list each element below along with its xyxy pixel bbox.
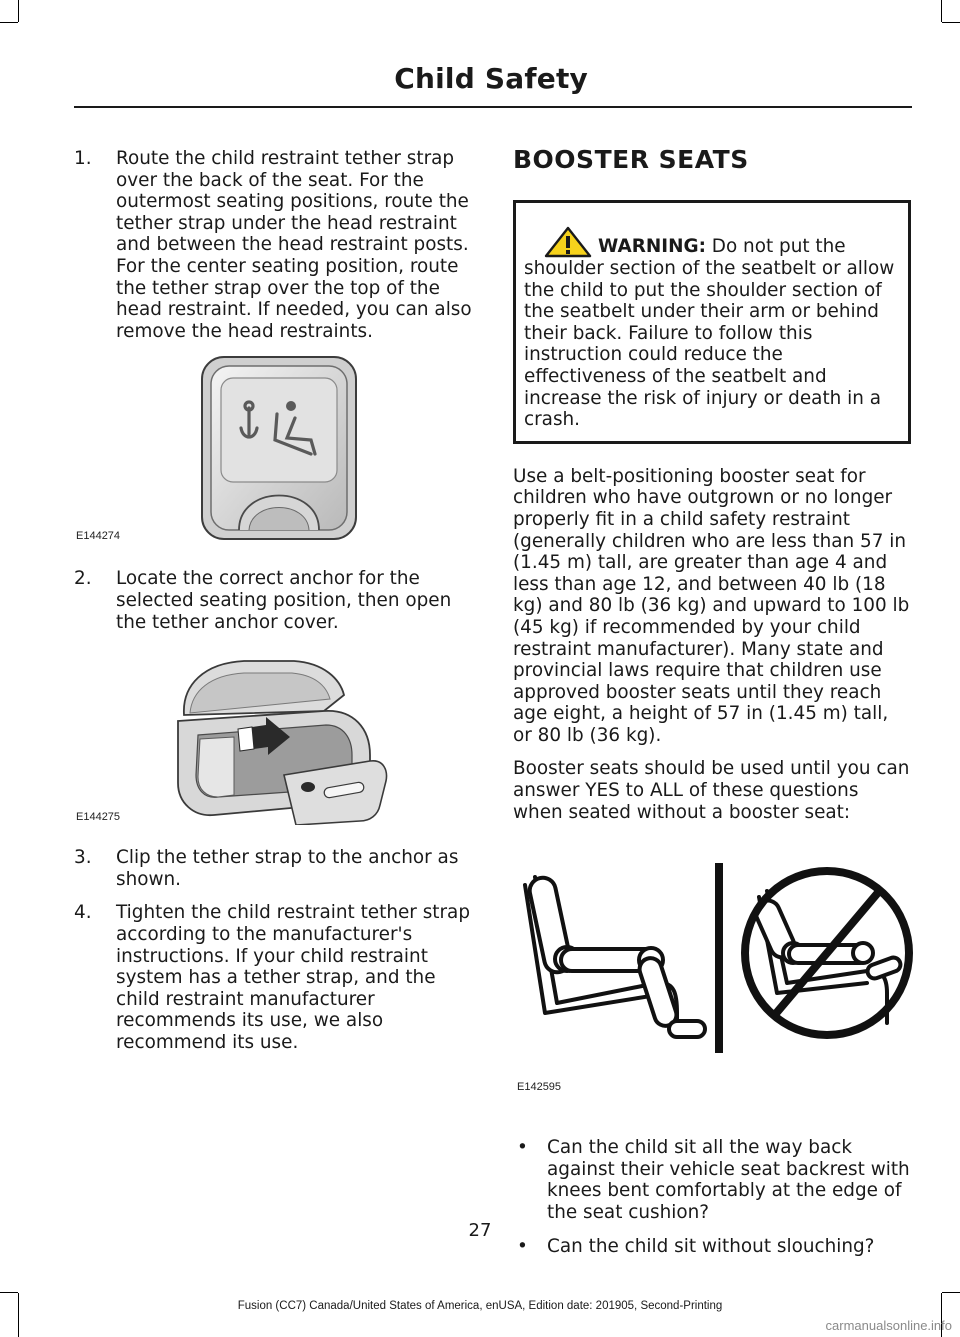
bullet-dot: • [517,1137,528,1159]
bullet-text: Can the child sit all the way back against their vehicle seat backrest with knees bent comfortably at the edge of the seat cushion? [547,1137,910,1224]
crop-mark-top-right-v [941,0,942,22]
watermark: carmanualsonline.info [825,1318,952,1333]
figure-id: E142595 [517,1081,562,1094]
page-title: Child Safety [394,62,588,95]
step-number: 3. [74,847,92,869]
figure-anchor-cover [74,354,476,554]
bullet-text: Can the child sit without slouching? [547,1235,875,1257]
crop-mark-top-left-h [0,22,18,23]
step-number: 4. [74,902,92,924]
step-1 [74,148,476,342]
warning-label: WARNING: [598,236,706,257]
tether-anchor-cover-illustration [199,354,359,544]
step-text: Route the child restraint tether strap over the back of the seat. For the outermost seating positions, route the tether strap under the head restraint and between the head restraint posts. For the center seating position, route the tether strap over the top of the head restraint. If needed, you can also remove the head restraints. [116,148,472,342]
figure-id: E144275 [76,811,121,824]
warning-text: Do not put the shoulder section of the seatbelt or allow the child to put the shoulder section of the seatbelt under their arm or behind their back. Failure to follow this instruction could reduce the effectiveness of the seatbelt and increase the risk of injury or death in a crash. [524,236,895,431]
booster-questions-paragraph: Booster seats should be used until you can answer YES to ALL of these questions when seated without a booster seat: [513,758,910,823]
crop-mark-top-left-v [18,0,19,22]
section-title: BOOSTER SEATS [513,145,749,174]
crop-mark-bottom-left-h [0,1292,18,1293]
booster-intro-paragraph: Use a belt-positioning booster seat for children who have outgrown or no longer properly fit in a child safety restraint (generally children who are less than 57 in (1.45 m) tall, are greater than age 4 and less than age 12, and between 40 lb (18 kg) and 80 lb (36 kg) and upward to 100 lb (45 kg) if recommended by your child restraint manufacturer). Many state and provincial laws require that children use approved booster seats until they reach age eight, a height of 57 in (1.45 m) tall, or 80 lb (36 kg). [513,465,910,746]
step-number: 2. [74,568,92,590]
step-3 [74,847,476,890]
right-column [513,145,911,1257]
tether-anchor-open-illustration [174,655,389,825]
figure-seat-posture [513,833,911,1133]
bullet-dot: • [517,1235,528,1257]
step-text: Tighten the child restraint tether strap according to the manufacturer's instructions. If your child restraint system has a tether strap, and the child restraint manufacturer recommends its use, we also recommend its use. [116,902,470,1053]
seat-posture-illustration [517,863,917,1063]
step-number: 1. [74,148,92,169]
header-rule [74,106,912,108]
step-2 [74,568,476,633]
list-item [513,1137,911,1223]
warning-triangle-icon [544,226,592,258]
crop-mark-bottom-right-h [942,1292,960,1293]
step-text: Clip the tether strap to the anchor as shown. [116,847,459,890]
step-text: Locate the correct anchor for the selected seating position, then open the tether anchor cover. [116,568,452,633]
figure-id: E144274 [76,530,121,543]
figure-anchor-open [74,645,476,835]
warning-box [513,200,911,444]
left-column [74,148,476,1065]
page-number: 27 [468,1220,492,1241]
crop-mark-top-right-h [942,22,960,23]
footer-edition-text: Fusion (CC7) Canada/United States of America, enUSA, Edition date: 201905, Second-Printing [237,1300,723,1312]
step-4 [74,902,476,1053]
